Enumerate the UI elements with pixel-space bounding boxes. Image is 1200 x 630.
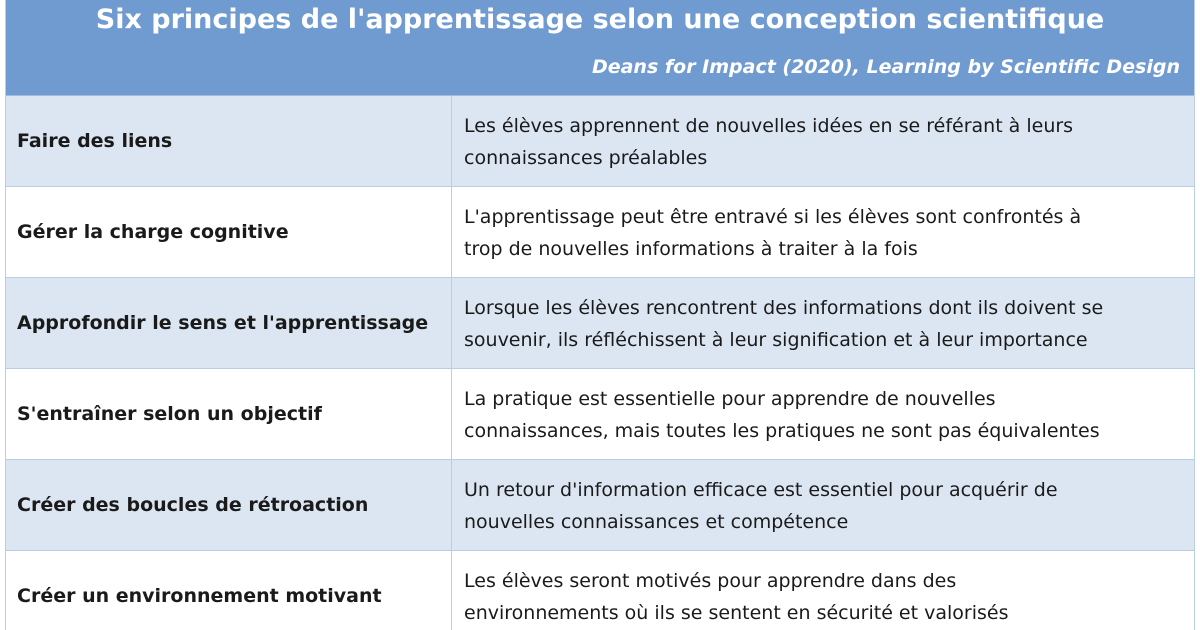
description-line: Lorsque les élèves rencontrent des informations dont ils doivent se	[464, 297, 1104, 319]
table-row	[6, 551, 1194, 630]
principle-description	[452, 278, 1194, 368]
table-row	[6, 96, 1194, 187]
description-line: Les élèves seront motivés pour apprendre dans des	[464, 570, 957, 592]
source-citation: Deans for Impact (2020), Learning by Scientific Design	[591, 56, 1180, 78]
principles-table	[5, 0, 1195, 630]
description-line: souvenir, ils réfléchissent à leur signification et à leur importance	[464, 329, 1088, 351]
table-row	[6, 278, 1194, 369]
principle-name: S'entraîner selon un objectif	[6, 369, 452, 459]
table-row	[6, 460, 1194, 551]
description-line: L'apprentissage peut être entravé si les élèves sont confrontés à	[464, 206, 1082, 228]
principle-name: Approfondir le sens et l'apprentissage	[6, 278, 452, 368]
description-line: La pratique est essentielle pour apprendre de nouvelles	[464, 388, 996, 410]
principle-description	[452, 369, 1194, 459]
description-line: environnements où ils se sentent en sécurité et valorisés	[464, 602, 1009, 624]
principle-description	[452, 187, 1194, 277]
description-line: trop de nouvelles informations à traiter à la fois	[464, 238, 918, 260]
page-title: Six principes de l'apprentissage selon une conception scientifique	[95, 4, 1105, 35]
description-line: Un retour d'information efficace est essentiel pour acquérir de	[464, 479, 1058, 501]
principle-description	[452, 460, 1194, 550]
principle-name: Faire des liens	[6, 96, 452, 186]
description-line: connaissances, mais toutes les pratiques ne sont pas équivalentes	[464, 420, 1100, 442]
table-row	[6, 187, 1194, 278]
table-row	[6, 369, 1194, 460]
principle-name: Créer un environnement motivant	[6, 551, 452, 630]
principle-name: Créer des boucles de rétroaction	[6, 460, 452, 550]
principle-description	[452, 551, 1194, 630]
description-line: Les élèves apprennent de nouvelles idées en se référant à leurs	[464, 115, 1074, 137]
principle-description	[452, 96, 1194, 186]
description-line: nouvelles connaissances et compétence	[464, 511, 849, 533]
description-line: connaissances préalables	[464, 147, 708, 169]
principle-name: Gérer la charge cognitive	[6, 187, 452, 277]
table-header	[6, 0, 1194, 96]
